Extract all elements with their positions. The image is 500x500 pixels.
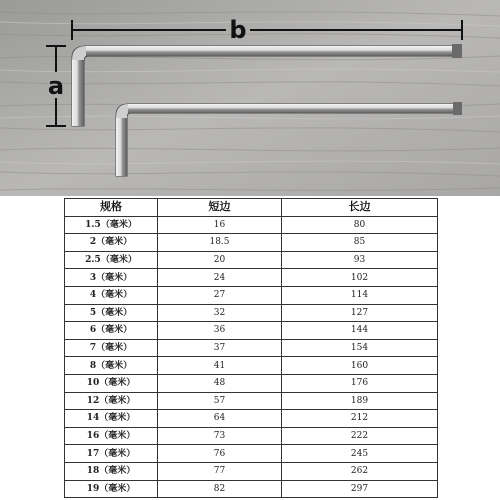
row-short-side: 57 bbox=[158, 392, 282, 410]
header-long-side: 长边 bbox=[282, 199, 438, 217]
row-long-side: 114 bbox=[282, 286, 438, 304]
row-short-side: 77 bbox=[158, 462, 282, 480]
row-size: 17（毫米） bbox=[65, 445, 158, 463]
row-long-side: 222 bbox=[282, 427, 438, 445]
table-row bbox=[65, 286, 438, 304]
table-row bbox=[65, 392, 438, 410]
table-row bbox=[65, 462, 438, 480]
table-row bbox=[65, 304, 438, 322]
row-short-side: 37 bbox=[158, 339, 282, 357]
row-long-side: 93 bbox=[282, 251, 438, 269]
row-size: 14（毫米） bbox=[65, 410, 158, 428]
row-long-side: 176 bbox=[282, 374, 438, 392]
table-row bbox=[65, 480, 438, 498]
table-row bbox=[65, 322, 438, 340]
header-spec: 规格 bbox=[65, 199, 158, 217]
row-short-side: 24 bbox=[158, 269, 282, 287]
row-size: 1.5（毫米） bbox=[65, 216, 158, 234]
row-long-side: 212 bbox=[282, 410, 438, 428]
spec-table-container bbox=[64, 198, 437, 498]
table-row bbox=[65, 234, 438, 252]
table-row bbox=[65, 251, 438, 269]
row-short-side: 41 bbox=[158, 357, 282, 375]
row-long-side: 85 bbox=[282, 234, 438, 252]
table-row bbox=[65, 427, 438, 445]
hex-key-illustration bbox=[0, 0, 500, 196]
header-short-side: 短边 bbox=[158, 199, 282, 217]
row-long-side: 154 bbox=[282, 339, 438, 357]
row-size: 6（毫米） bbox=[65, 322, 158, 340]
dimension-a-label: a bbox=[47, 72, 65, 100]
row-short-side: 36 bbox=[158, 322, 282, 340]
row-long-side: 102 bbox=[282, 269, 438, 287]
row-long-side: 80 bbox=[282, 216, 438, 234]
row-long-side: 189 bbox=[282, 392, 438, 410]
row-long-side: 245 bbox=[282, 445, 438, 463]
hex-key-photo bbox=[0, 0, 500, 196]
row-size: 5（毫米） bbox=[65, 304, 158, 322]
table-row bbox=[65, 269, 438, 287]
row-size: 2（毫米） bbox=[65, 234, 158, 252]
row-short-side: 32 bbox=[158, 304, 282, 322]
table-row bbox=[65, 445, 438, 463]
dimension-b-label: b bbox=[229, 16, 247, 44]
row-long-side: 297 bbox=[282, 480, 438, 498]
table-row bbox=[65, 374, 438, 392]
table-row bbox=[65, 357, 438, 375]
row-short-side: 64 bbox=[158, 410, 282, 428]
row-long-side: 262 bbox=[282, 462, 438, 480]
row-size: 12（毫米） bbox=[65, 392, 158, 410]
row-short-side: 18.5 bbox=[158, 234, 282, 252]
row-size: 7（毫米） bbox=[65, 339, 158, 357]
row-short-side: 48 bbox=[158, 374, 282, 392]
table-row bbox=[65, 410, 438, 428]
table-row bbox=[65, 216, 438, 234]
row-size: 19（毫米） bbox=[65, 480, 158, 498]
row-long-side: 144 bbox=[282, 322, 438, 340]
row-short-side: 76 bbox=[158, 445, 282, 463]
row-size: 3（毫米） bbox=[65, 269, 158, 287]
row-size: 18（毫米） bbox=[65, 462, 158, 480]
row-long-side: 127 bbox=[282, 304, 438, 322]
table-row bbox=[65, 339, 438, 357]
row-short-side: 27 bbox=[158, 286, 282, 304]
row-size: 8（毫米） bbox=[65, 357, 158, 375]
spec-table bbox=[64, 198, 438, 498]
row-short-side: 16 bbox=[158, 216, 282, 234]
row-size: 16（毫米） bbox=[65, 427, 158, 445]
row-size: 4（毫米） bbox=[65, 286, 158, 304]
row-short-side: 73 bbox=[158, 427, 282, 445]
table-header-row bbox=[65, 199, 438, 217]
row-short-side: 82 bbox=[158, 480, 282, 498]
row-short-side: 20 bbox=[158, 251, 282, 269]
row-size: 2.5（毫米） bbox=[65, 251, 158, 269]
row-size: 10（毫米） bbox=[65, 374, 158, 392]
row-long-side: 160 bbox=[282, 357, 438, 375]
